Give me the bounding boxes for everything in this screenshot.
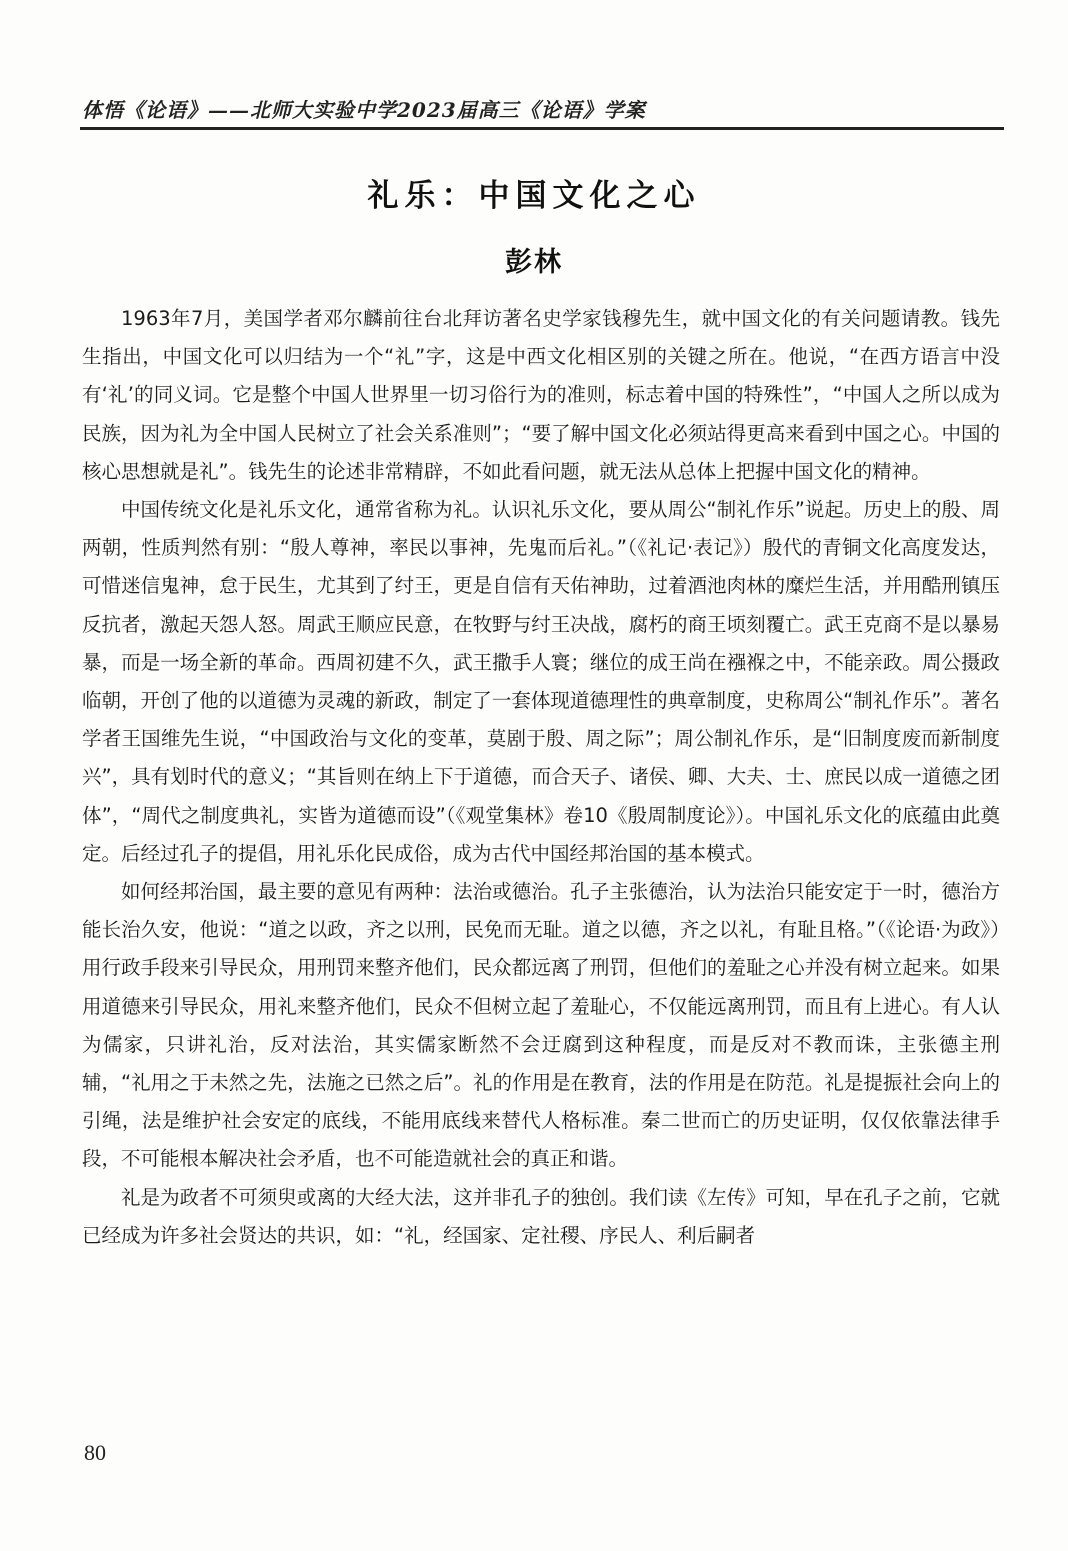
article-title: 礼乐：中国文化之心 [367,178,701,214]
running-header: 体悟《论语》——北师大实验中学2023届高三《论语》学案 [82,98,646,122]
header-rule [80,127,1004,130]
article-body [82,300,1000,1255]
paragraph: 中国传统文化是礼乐文化，通常省称为礼。认识礼乐文化，要从周公“制礼作乐”说起。历史上的殷、周两朝，性质判然有别：“殷人尊神，率民以事神，先鬼而后礼。”（《礼记·表记》）殷代的青铜文化高度发达，可惜迷信鬼神，怠于民生，尤其到了纣王，更是自信有天佑神助，过着酒池肉林的糜烂生活，并用酷刑镇压反抗者，激起天怨人怒。周武王顺应民意，在牧野与纣王决战，腐朽的商王顷刻覆亡。武王克商不是以暴易暴，而是一场全新的革命。西周初建不久，武王撒手人寰；继位的成王尚在襁褓之中，不能亲政。周公摄政临朝，开创了他的以道德为灵魂的新政，制定了一套体现道德理性的典章制度，史称周公“制礼作乐”。著名学者王国维先生说，“中国政治与文化的变革，莫剧于殷、周之际”；周公制礼作乐，是“旧制度废而新制度兴”，具有划时代的意义；“其旨则在纳上下于道德，而合天子、诸侯、卿、大夫、士、庶民以成一道德之团体”，“周代之制度典礼，实皆为道德而设”（《观堂集林》卷10《殷周制度论》）。中国礼乐文化的底蕴由此奠定。后经过孔子的提倡，用礼乐化民成俗，成为古代中国经邦治国的基本模式。 [82,498,1000,865]
paragraph: 如何经邦治国，最主要的意见有两种：法治或德治。孔子主张德治，认为法治只能安定于一时，德治方能长治久安，他说：“道之以政，齐之以刑，民免而无耻。道之以德，齐之以礼，有耻且格。”（《论语·为政》）用行政手段来引导民众，用刑罚来整齐他们，民众都远离了刑罚，但他们的羞耻之心并没有树立起来。如果用道德来引导民众，用礼来整齐他们，民众不但树立起了羞耻心，不仅能远离刑罚，而且有上进心。有人认为儒家，只讲礼治，反对法治，其实儒家断然不会迂腐到这种程度，而是反对不教而诛，主张德主刑辅，“礼用之于未然之先，法施之已然之后”。礼的作用是在教育，法的作用是在防范。礼是提振社会向上的引绳，法是维护社会安定的底线，不能用底线来替代人格标准。秦二世而亡的历史证明，仅仅依靠法律手段，不可能根本解决社会矛盾，也不可能造就社会的真正和谐。 [82,880,1000,1171]
paragraph: 礼是为政者不可须臾或离的大经大法，这并非孔子的独创。我们读《左传》可知，早在孔子之前，它就已经成为许多社会贤达的共识，如：“礼，经国家、定社稷、序民人、利后嗣者 [82,1185,1000,1247]
article-author: 彭林 [505,247,563,278]
paragraph: 1963年7月，美国学者邓尔麟前往台北拜访著名史学家钱穆先生，就中国文化的有关问题请教。钱先生指出，中国文化可以归结为一个“礼”字，这是中西文化相区别的关键之所在。他说，“在西方语言中没有‘礼’的同义词。它是整个中国人世界里一切习俗行为的准则，标志着中国的特殊性”，“中国人之所以成为民族，因为礼为全中国人民树立了社会关系准则”；“要了解中国文化必须站得更高来看到中国之心。中国的核心思想就是礼”。钱先生的论述非常精辟，不如此看问题，就无法从总体上把握中国文化的精神。 [82,307,1000,483]
page-number: 80 [84,1440,106,1465]
